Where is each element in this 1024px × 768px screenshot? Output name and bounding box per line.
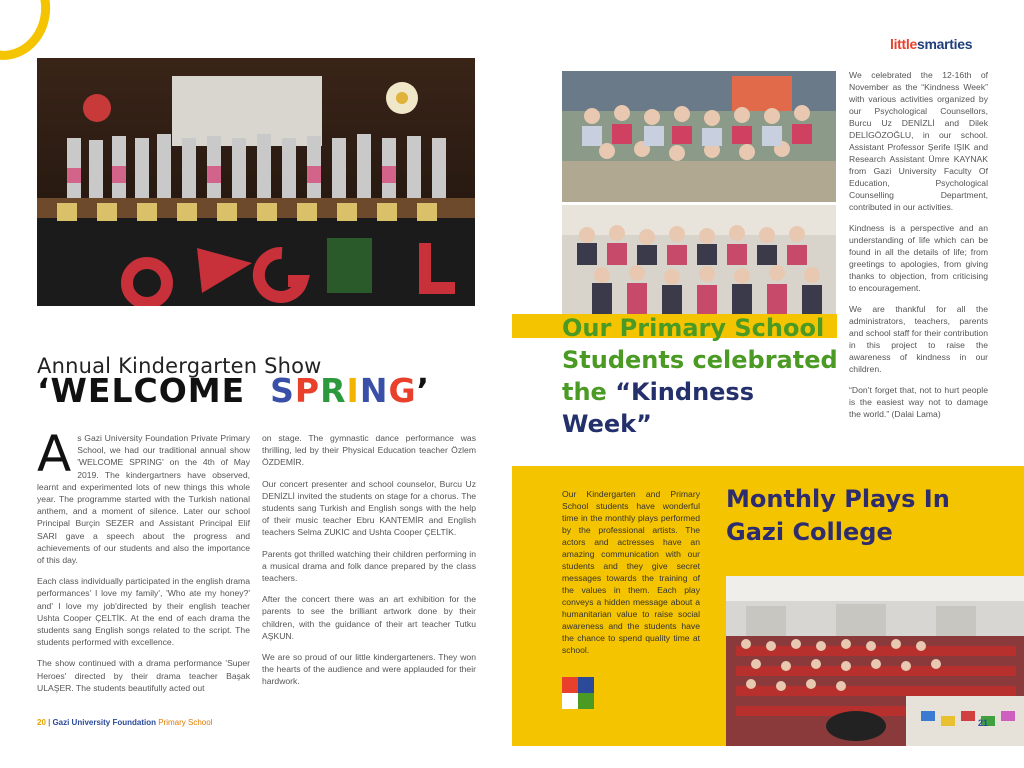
color-squares — [562, 677, 594, 709]
paragraph: We are thankful for all the administrators, teachers, parents and school staff for their contribution in this project to raise the awareness of kindness in our children. — [849, 304, 988, 374]
title-segment: I — [346, 371, 360, 410]
footer-school: Primary School — [156, 718, 213, 727]
paragraph: After the concert there was an art exhibition for the parents to see the brilliant artwork done by their children, with the guidance of their art teacher Tutku AŞKUN. — [262, 594, 476, 641]
kindergarten-show-photo — [37, 58, 475, 306]
kindness-title-text: Our Primary School Students celebrated the — [562, 314, 838, 406]
monthly-plays-text: Our Kindergarten and Primary School students have wonderful time in the monthly plays performed by the professional artists. The actors and actresses have an amazing communication with our students and they give secret messages towards the training of the values in them. Each play conveys a hidden message about a humanitarian value to raise social awareness and the students have the chance to spend quality time at school. — [562, 489, 700, 655]
left-page-footer — [37, 718, 212, 727]
paragraph: Our concert presenter and school counselor, Burcu Uz DENİZLİ invited the students on stage for a chorus. The students sang Turkish and English songs with the help of their music teacher Ebru KANTEMİR and English teachers Selma ZUKIC and Ushta Cooper ÇELTİK. — [262, 478, 476, 538]
paragraph: The show continued with a drama performance 'Super Heroes' directed by their drama teacher Başak ULAŞER. The students beautifully acted out — [37, 658, 250, 693]
paragraph: on stage. The gymnastic dance performance was thrilling, led by their Physical Education teacher Özlem ÖZDEMİR. — [262, 433, 476, 468]
monthly-plays-title: Monthly Plays In Gazi College — [726, 485, 950, 546]
title-segment: S — [270, 371, 295, 410]
kindness-week-photo-1 — [562, 71, 836, 202]
logo-prefix: little — [890, 36, 917, 52]
paragraph: We are so proud of our little kindergarteners. They won the hearts of the audience and were applauded for their hardwork. — [262, 652, 476, 687]
logo-suffix: smarties — [916, 36, 973, 52]
page-number: 21 — [978, 718, 989, 728]
kindness-week-title — [562, 312, 842, 440]
article-column-2 — [262, 432, 476, 697]
paragraph: “Don’t forget that, not to hurt people is the easiest way not to damage the world.” (Dalai Lama) — [849, 385, 988, 419]
color-square — [578, 677, 594, 693]
show-subtitle: Annual Kindergarten Show — [37, 354, 322, 378]
footer-org: Gazi University Foundation — [52, 718, 157, 727]
kindness-title-accent: “Kindness Week” — [562, 378, 754, 438]
color-square — [578, 693, 594, 709]
paragraph: Each class individually participated in the english drama performances' I love my family', 'Who ate my honey?' and' I love my job'directed by their english teacher Ushta Cooper ÇELTİK. At the end of each drama the students sang English songs related to the script. The students performed with excellence. — [37, 576, 250, 648]
paragraph: Parents got thrilled watching their children performing in a musical drama and folk dance prepared by the class teachers. — [262, 548, 476, 584]
littlesmarties-logo — [890, 36, 972, 52]
paragraph: We celebrated the 12-16th of November as the “Kindness Week” with various activities organized by our Psychological Counsellors, Burcu Uz DENİZLİ and Dilek DELİGÖZOĞLU, in our school. Assistant Professor Şerife IŞIK and Research Assistant Ümre KAYNAK from Gazi University Faculty Of Education, Psychological Counselling Department, contributed in our activities. — [849, 70, 988, 212]
drop-cap: A — [37, 425, 72, 483]
title-segment: N — [359, 371, 389, 410]
paragraph: s Gazi University Foundation Private Primary School, we had our traditional annual show 'WELCOME SPRING' on the 4th of May 2019. The kindergartners have observed, learnt and experimented lots of new things this whole year. The programme started with the Turkish national anthem, and a moment of silence. Later our school Principal Burçin SEZER and Assistant Principal Elif SARI gave a speech about the progress and achievements of our students and also the importance of this day. — [37, 433, 250, 566]
title-segment: P — [294, 371, 321, 410]
corner-decoration — [0, 0, 58, 67]
paragraph: Kindness is a perspective and an understanding of life which can be found in all the details of life; from greetings to apologies, from giving thanks to objection, from criticising to encouragement. — [849, 223, 988, 293]
article-column-1 — [37, 425, 250, 703]
title-segment: ’ — [416, 371, 431, 410]
color-square — [562, 677, 578, 693]
title-segment: ‘WELCOME — [37, 371, 271, 410]
show-title — [37, 371, 430, 410]
page-number: 20 — [37, 718, 46, 727]
color-square — [562, 693, 578, 709]
kindness-article — [849, 69, 988, 429]
footer-separator: | — [45, 718, 53, 727]
title-segment: R — [320, 371, 347, 410]
kindness-week-photo-2 — [562, 205, 836, 314]
title-segment: G — [388, 371, 417, 410]
